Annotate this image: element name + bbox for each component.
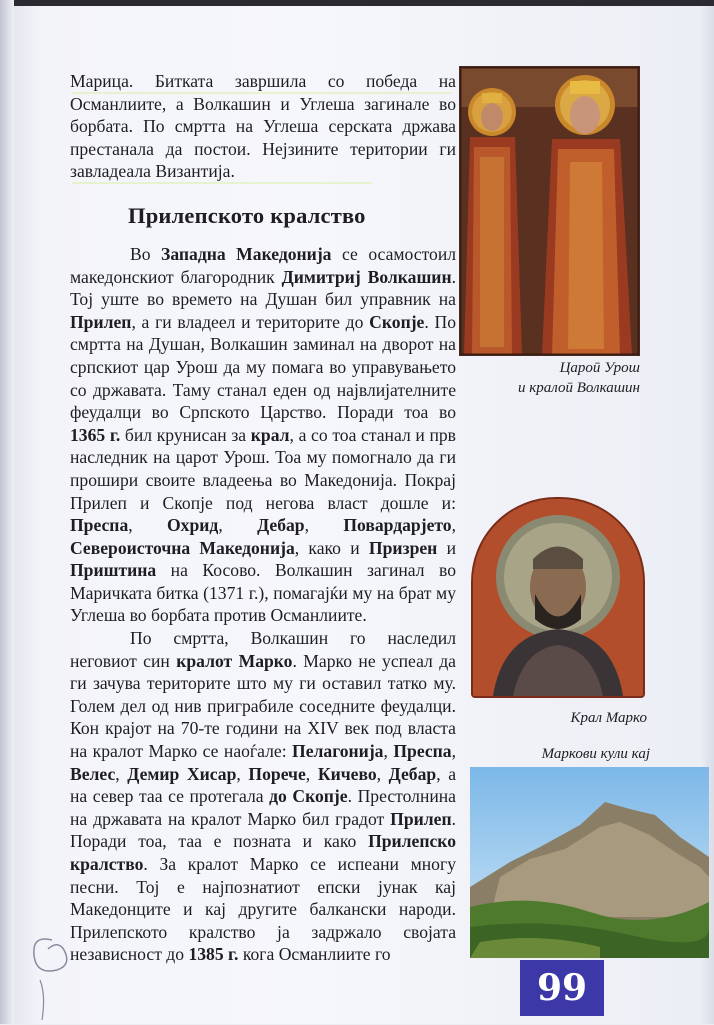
markos-towers-image bbox=[470, 767, 709, 958]
bold-term: Североисточна Македонија bbox=[70, 537, 295, 558]
bold-term: Повардарјето bbox=[343, 515, 452, 536]
page-number: 99 bbox=[520, 960, 604, 1016]
bold-term: Преспа bbox=[393, 741, 452, 762]
bold-term: Преспа bbox=[70, 515, 129, 536]
caption-line: Цароӣ Урош bbox=[559, 360, 640, 376]
text-run: По смртта, Волкашин го наследил неговиот син bbox=[70, 628, 456, 671]
text-run: , а со тоа станал и прв наследник на царот Урош. Тоа му помогнало да ги прошири своите владеења во Македонија. Покрај Прилеп и Скопје под негова власт дошле и: bbox=[70, 424, 456, 513]
text-run: . Марко не успеал да ги зачува територите што му ги оставил татко му. Голем дел од нив приграбиле соседните феудалци. Кон крајот на 70-те години на XIV век под власта на кралот Марко се наоѓале: bbox=[70, 650, 456, 762]
bold-term: до Скопје bbox=[269, 786, 348, 807]
bold-term: кралот Марко bbox=[176, 650, 293, 671]
text-run: на Косово. Волкашин загинал во Маричката битка (1371 г.), помагајќи му на брат му Углеша во борбата против Османлиите. bbox=[70, 560, 456, 626]
bold-term: Порече bbox=[248, 763, 306, 784]
bold-term: 1385 г. bbox=[188, 944, 239, 965]
fresco-caption bbox=[470, 358, 640, 398]
bold-term: Охрид bbox=[167, 515, 219, 536]
bold-term: Кичево bbox=[317, 763, 377, 784]
text-run: , bbox=[115, 763, 128, 784]
bold-term: Западна Македонија bbox=[161, 243, 332, 264]
text-run: , како и bbox=[294, 537, 369, 558]
bold-term: Димитриј Волкашин bbox=[281, 266, 452, 287]
text-run: бил крунисан за bbox=[120, 424, 251, 445]
text-run: , а на север таа се протегала bbox=[70, 763, 457, 807]
paragraph-intro bbox=[70, 70, 456, 183]
bold-term: Пелагонија bbox=[292, 741, 384, 762]
caption-line: и кралоӣ Волкашин bbox=[518, 380, 640, 396]
bold-term: Демир Хисар bbox=[127, 763, 237, 784]
bold-term: 1365 г. bbox=[70, 424, 121, 445]
bold-term: Дебар bbox=[257, 515, 305, 536]
fresco-image bbox=[459, 66, 640, 356]
text-run: , bbox=[451, 515, 456, 536]
text-run: , bbox=[451, 741, 456, 762]
text-run: , а ги владеел и територите до bbox=[131, 311, 370, 332]
bold-term: Прилеп bbox=[390, 808, 452, 829]
text-run: . За кралот Марко се испеани многу песни. Тој е најпознатиот епски јунак кај Македонците и кај другите балкански народи. Прилепското кралство ја задржало својата независност до bbox=[70, 854, 456, 965]
bold-term: Скопје bbox=[369, 311, 425, 332]
text-run: . По смртта на Душан, Волкашин заминал на дворот на српскиот цар Урош да му помага во управувањето со државата. Таму станал еден од највлијателните феудалци во Српското Царство. Поради тоа во bbox=[70, 311, 456, 423]
king-marko-image bbox=[471, 497, 645, 698]
paragraph-marko bbox=[70, 627, 456, 966]
bold-term: Прилеп bbox=[70, 311, 132, 332]
text-run: , bbox=[304, 515, 344, 536]
bold-term: Велес bbox=[70, 763, 116, 784]
text-run: , bbox=[305, 763, 318, 784]
text-run: . Поради тоа, таа е позната и како bbox=[70, 808, 456, 852]
top-edge bbox=[0, 0, 714, 6]
bold-term: Призрен bbox=[368, 537, 438, 558]
bold-term: Приштина bbox=[70, 560, 157, 581]
text-run: и bbox=[437, 537, 456, 558]
paragraph-volkashin bbox=[70, 243, 456, 627]
text-run: , bbox=[383, 741, 394, 762]
text-run: . Тој уште во времето на Душан бил управник на bbox=[70, 266, 456, 310]
bold-term: Дебар bbox=[388, 763, 437, 784]
text-run: Во bbox=[130, 243, 162, 264]
section-heading: Прилепското кралство bbox=[128, 203, 366, 228]
text-run: кога Османлиите го bbox=[238, 944, 391, 965]
caption-line: Маркови кули кај bbox=[541, 746, 650, 762]
text-run: , bbox=[218, 515, 258, 536]
text-run: . Престолнина на државата на кралот Марко бил градот bbox=[70, 786, 456, 829]
text-run: , bbox=[128, 515, 167, 536]
text-run: , bbox=[236, 763, 249, 784]
text-run: Марица. Битката завршила со победа на Османлиите, а Волкашин и Углеша загинале во борбата. По смртта на Углеша серската држава престанала да постои. Нејзините територии ги завладеала Византија. bbox=[70, 71, 456, 182]
binding-shadow bbox=[0, 0, 14, 1024]
bold-term: Прилепско кралство bbox=[70, 831, 456, 874]
marko-caption: Крал Марко bbox=[570, 710, 647, 726]
bold-term: крал bbox=[250, 424, 290, 445]
text-run: , bbox=[376, 763, 389, 784]
text-run: се осамостоил македонскиот благородник bbox=[70, 243, 457, 287]
decorative-swirl-icon bbox=[22, 925, 82, 1025]
